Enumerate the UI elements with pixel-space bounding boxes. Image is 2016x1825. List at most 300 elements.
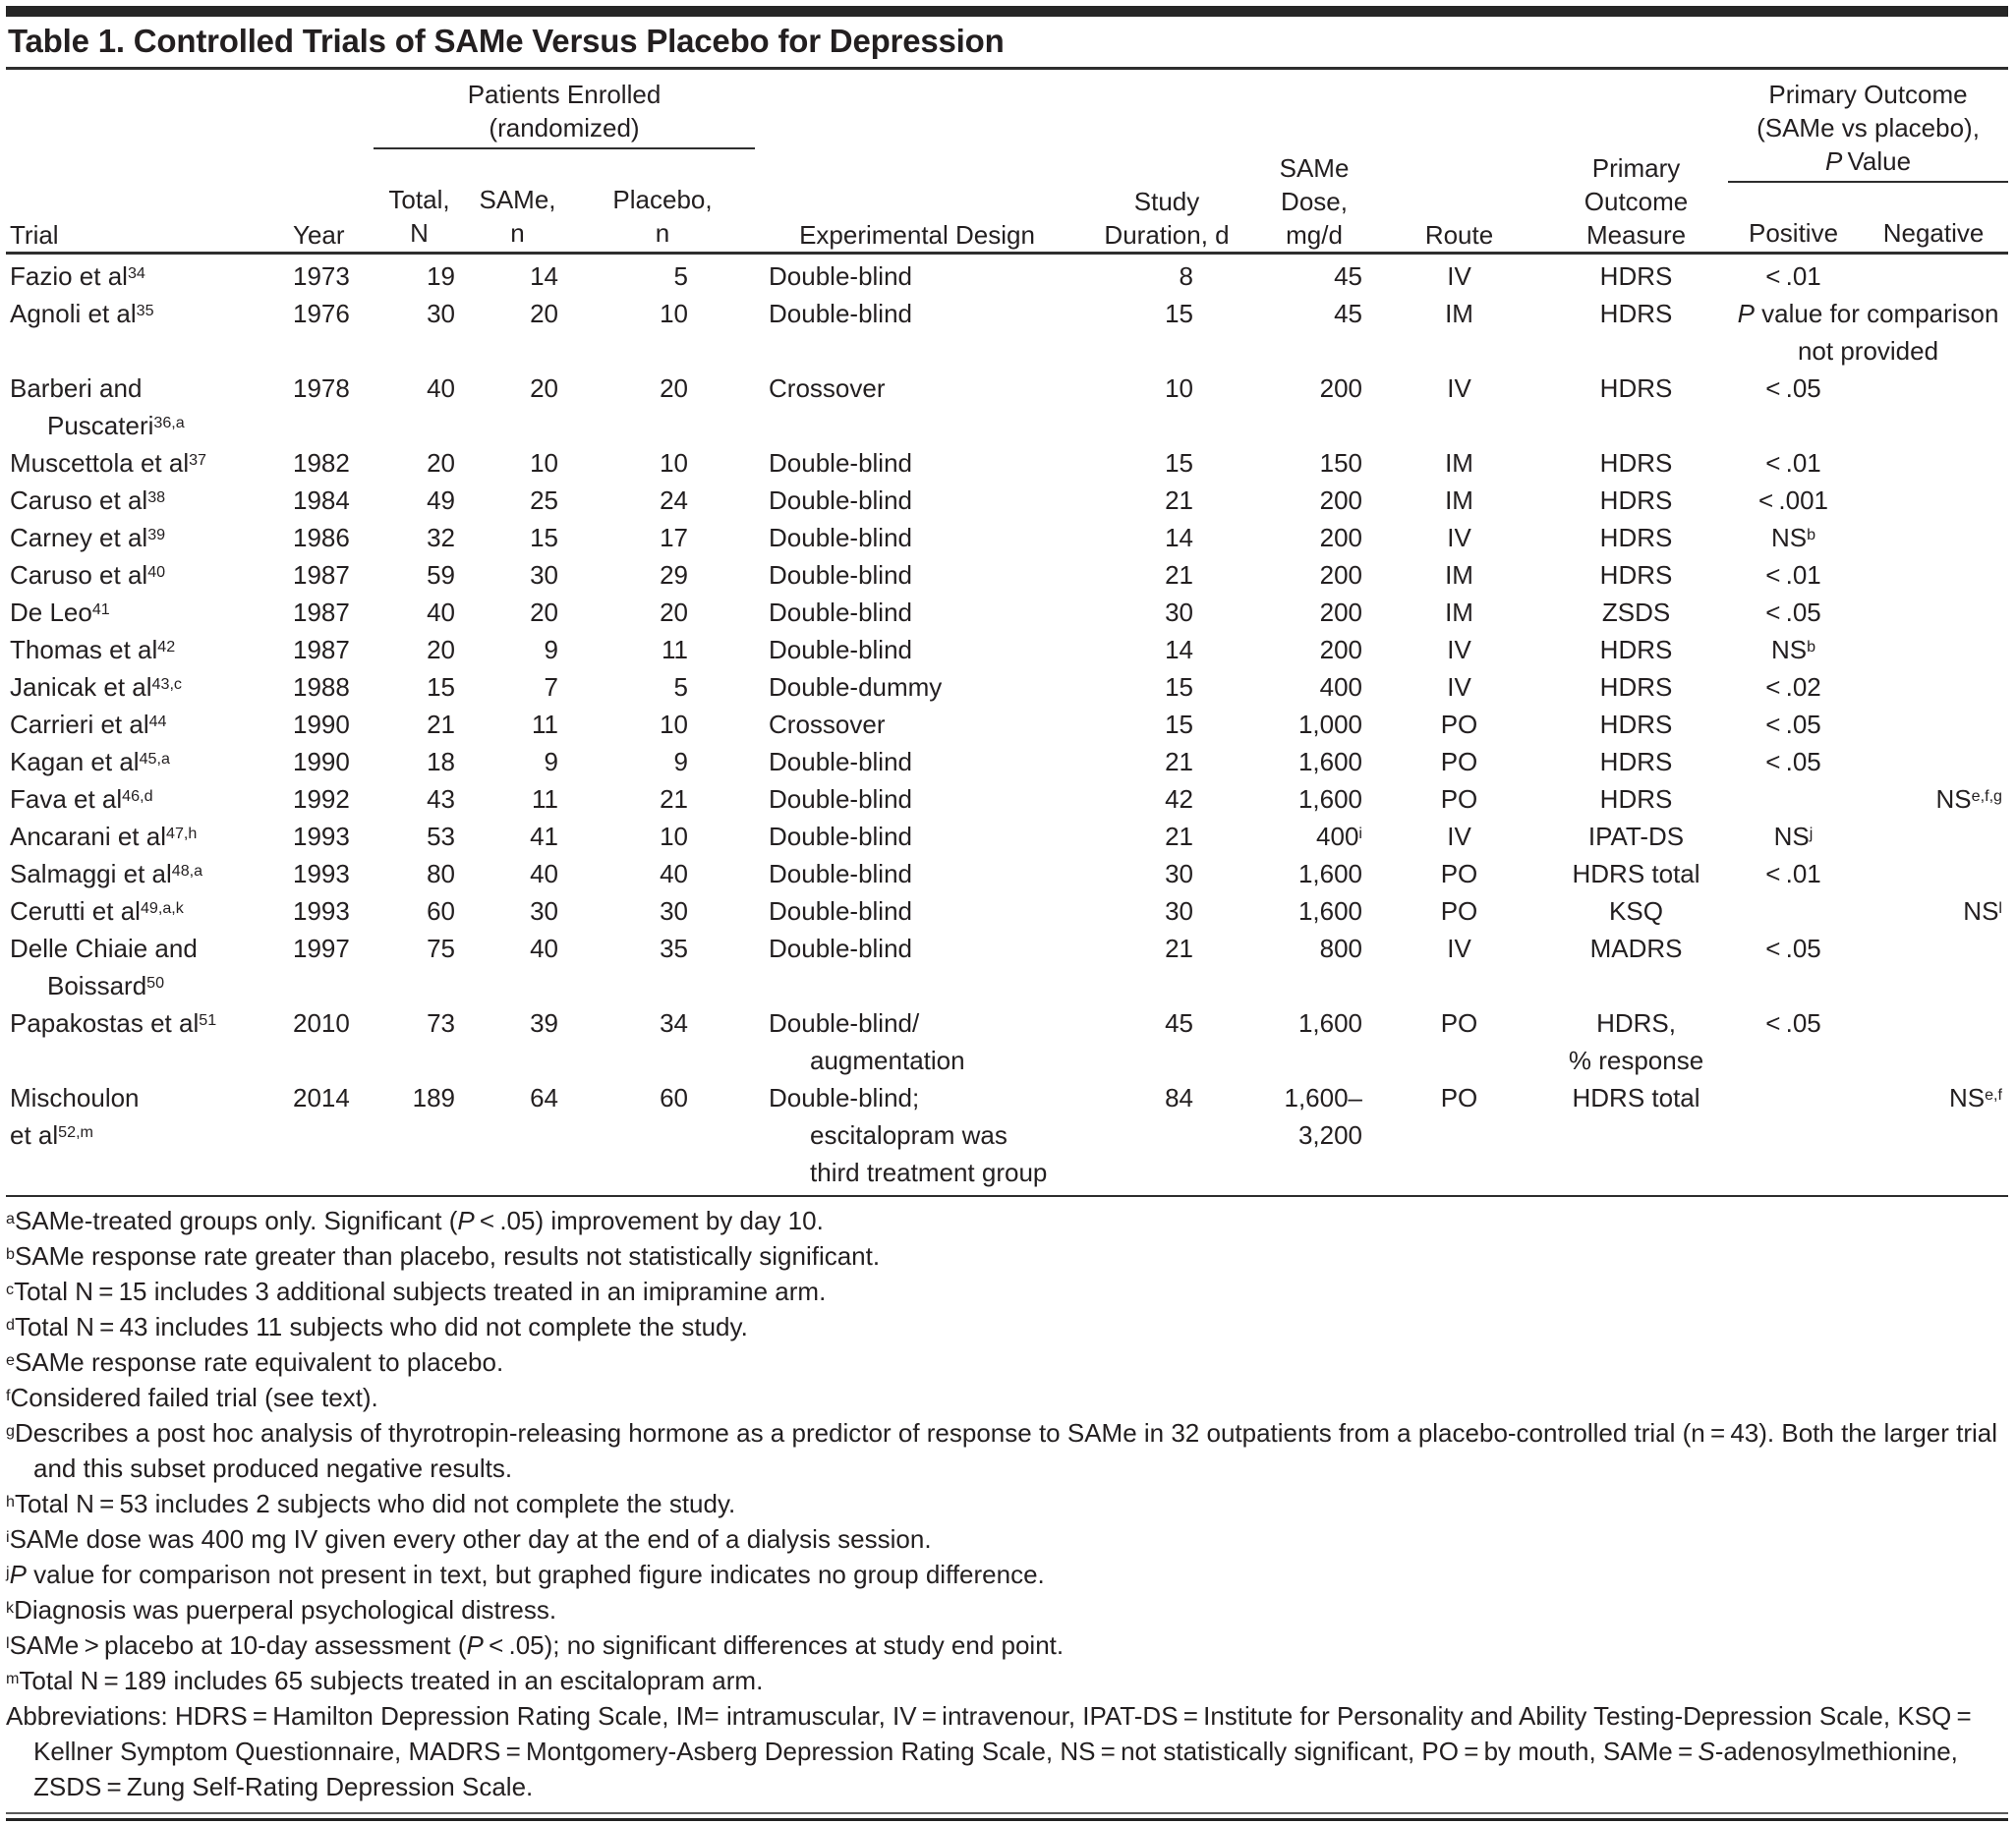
header-line: n	[655, 218, 670, 248]
route-cell: PO	[1440, 1008, 1478, 1038]
total-n-cell: 40	[427, 373, 455, 403]
col-header-placebo-n	[570, 183, 755, 254]
table-row	[6, 444, 2008, 482]
positive-pvalue-cell: < .001	[1758, 485, 1829, 515]
design-cell	[755, 631, 1079, 668]
measure-cell	[1544, 892, 1728, 930]
cell-line: De Leo$^{41}$	[10, 598, 110, 627]
negative-pvalue-cell	[1859, 556, 2008, 594]
duration-cell: 21	[1165, 485, 1194, 515]
design-cell	[755, 254, 1079, 296]
negative-pvalue-cell: NS$^{e,f,g}$	[1935, 784, 2003, 814]
measure-cell	[1544, 482, 1728, 519]
table-row	[6, 594, 2008, 631]
measure-cell	[1544, 1004, 1728, 1079]
negative-pvalue-cell	[1859, 855, 2008, 892]
cell-line: P value for comparison	[1737, 299, 1999, 328]
col-header-same-dose	[1254, 72, 1374, 254]
footnote-marker: g	[6, 1422, 15, 1441]
table-row	[6, 482, 2008, 519]
cell-line: 200	[1319, 560, 1363, 590]
duration-cell: 15	[1165, 710, 1194, 739]
route-cell: IM	[1445, 485, 1473, 515]
route-cell: IM	[1445, 560, 1473, 590]
duration-cell: 45	[1165, 1008, 1194, 1038]
route-cell: PO	[1440, 747, 1478, 776]
footnote-marker: b	[6, 1245, 15, 1264]
same-n-cell: 20	[530, 299, 558, 328]
design-cell	[755, 444, 1079, 482]
same-n-cell: 30	[530, 896, 558, 926]
cell-line: HDRS	[1599, 448, 1673, 478]
footnote-marker: a	[6, 1210, 15, 1228]
cell-line: HDRS	[1599, 523, 1673, 552]
total-n-cell: 43	[427, 784, 455, 814]
cell-line: 400	[1319, 672, 1363, 702]
group-header-patients-enrolled	[374, 72, 755, 183]
design-cell	[755, 930, 1079, 1004]
negative-pvalue-cell	[1859, 482, 2008, 519]
same-n-cell: 64	[530, 1083, 558, 1112]
year-cell: 1978	[293, 373, 350, 403]
footnote-k: $^k$Diagnosis was puerperal psychological distress.	[6, 1595, 557, 1625]
total-n-cell: 32	[427, 523, 455, 552]
col-header-year: Year	[293, 220, 345, 250]
cell-line: IPAT-DS	[1587, 822, 1685, 851]
cell-line: augmentation	[810, 1046, 965, 1075]
cell-line: 200	[1319, 635, 1363, 664]
cell-line: Ancarani et al$^{47,h}$	[10, 822, 198, 851]
route-cell: IM	[1445, 299, 1473, 328]
year-cell: 1993	[293, 859, 350, 888]
cell-line: Double-blind	[769, 896, 912, 926]
dose-cell	[1254, 855, 1374, 892]
header-line: Outcome	[1584, 187, 1689, 216]
cell-line: Double-blind;	[769, 1083, 920, 1112]
cell-line: Janicak et al$^{43,c}$	[10, 672, 182, 702]
negative-pvalue-cell	[1859, 370, 2008, 444]
placebo-n-cell: 29	[660, 560, 689, 590]
positive-pvalue-cell	[1728, 1079, 1859, 1196]
dose-cell	[1254, 892, 1374, 930]
duration-cell: 14	[1165, 523, 1194, 552]
positive-pvalue-cell: < .01	[1765, 448, 1821, 478]
positive-pvalue-cell: $NS^b$	[1770, 635, 1816, 664]
cell-line: Salmaggi et al$^{48,a}$	[10, 859, 203, 888]
header-line: Total,	[388, 185, 450, 214]
year-cell: 1982	[293, 448, 350, 478]
total-n-cell: 75	[427, 934, 455, 963]
cell-line: Double-blind	[769, 598, 912, 627]
dose-cell	[1254, 519, 1374, 556]
placebo-n-cell: 40	[660, 859, 689, 888]
duration-cell: 30	[1165, 896, 1194, 926]
cell-line: Kagan et al$^{45,a}$	[10, 747, 170, 776]
design-cell	[755, 1004, 1079, 1079]
trial-cell	[6, 706, 293, 743]
trial-cell	[6, 295, 293, 370]
cell-line: ZSDS	[1601, 598, 1671, 627]
route-cell: PO	[1440, 710, 1478, 739]
positive-pvalue-cell: < .05	[1765, 598, 1821, 627]
table-row	[6, 1004, 2008, 1079]
cell-line: Crossover	[769, 373, 886, 403]
route-cell: PO	[1440, 784, 1478, 814]
trial-cell	[6, 444, 293, 482]
same-n-cell: 15	[530, 523, 558, 552]
year-cell: 2014	[293, 1083, 350, 1112]
dose-cell	[1254, 370, 1374, 444]
same-n-cell: 11	[532, 710, 558, 739]
placebo-n-cell: 10	[660, 710, 689, 739]
cell-line: 1,600	[1297, 784, 1363, 814]
footnote-marker: e	[6, 1351, 15, 1370]
trial-cell	[6, 780, 293, 818]
year-cell: 1987	[293, 598, 350, 627]
table-row	[6, 743, 2008, 780]
negative-pvalue-cell	[1859, 519, 2008, 556]
cell-line: HDRS	[1599, 560, 1673, 590]
trial-cell	[6, 254, 293, 296]
dose-cell	[1254, 444, 1374, 482]
cell-line: HDRS total	[1572, 1083, 1700, 1112]
trial-cell	[6, 482, 293, 519]
cell-line: 1,600	[1297, 896, 1363, 926]
year-cell: 1990	[293, 747, 350, 776]
route-cell: IV	[1447, 373, 1471, 403]
negative-pvalue-cell: $NS^l$	[1963, 896, 2003, 926]
positive-pvalue-cell	[1728, 892, 1859, 930]
abbreviations: Abbreviations: HDRS = Hamilton Depression Rating Scale, IM= intramuscular, IV = intravenour, IPAT-DS = Institute for Personality and Ability Testing-Depression Scale, KSQ = Kellner Symptom Questionnaire, MADRS = Montgomery-Asberg Depression Rating Scale, NS = not statistically significant, PO = by mouth, SAMe = S-adenosylmethionine, ZSDS = Zung Self-Rating Depression Scale.	[6, 1701, 1977, 1801]
design-cell	[755, 556, 1079, 594]
header-line: Dose,	[1281, 187, 1348, 216]
route-cell: IM	[1445, 448, 1473, 478]
cell-line: HDRS	[1599, 784, 1673, 814]
duration-cell: 21	[1165, 560, 1194, 590]
positive-pvalue-cell: < .02	[1765, 672, 1821, 702]
cell-line: Boissard$^{50}$	[47, 971, 165, 1000]
cell-line: Double-blind	[769, 523, 912, 552]
table-row	[6, 892, 2008, 930]
footnote-e: $^e$SAMe response rate equivalent to placebo.	[6, 1347, 504, 1377]
design-cell	[755, 855, 1079, 892]
cell-line: Double-blind	[769, 859, 912, 888]
route-cell: PO	[1440, 896, 1478, 926]
year-cell: 1987	[293, 560, 350, 590]
total-n-cell: 49	[427, 485, 455, 515]
duration-cell: 42	[1165, 784, 1194, 814]
dose-cell	[1254, 930, 1374, 1004]
positive-pvalue-cell: < .05	[1765, 1008, 1821, 1038]
placebo-n-cell: 30	[660, 896, 689, 926]
header-line: SAMe	[1279, 153, 1350, 183]
year-cell: 1993	[293, 896, 350, 926]
placebo-n-cell: 9	[673, 747, 689, 776]
cell-line: HDRS	[1599, 485, 1673, 515]
table-row	[6, 556, 2008, 594]
negative-pvalue-cell	[1859, 594, 2008, 631]
group-header-patients-text	[374, 72, 755, 149]
table-header	[6, 72, 2008, 254]
measure-cell	[1544, 594, 1728, 631]
trial-cell	[6, 370, 293, 444]
total-n-cell: 15	[427, 672, 455, 702]
trial-cell	[6, 892, 293, 930]
same-n-cell: 39	[530, 1008, 558, 1038]
design-cell	[755, 519, 1079, 556]
cell-line: Double-blind	[769, 560, 912, 590]
dose-cell	[1254, 631, 1374, 668]
cell-line: Mischoulon	[10, 1083, 140, 1112]
route-cell: IV	[1447, 934, 1471, 963]
trial-cell	[6, 818, 293, 855]
cell-line: Carney et $al^{39}$	[10, 523, 166, 552]
design-cell	[755, 668, 1079, 706]
table-body	[6, 254, 2008, 1197]
dose-cell	[1254, 743, 1374, 780]
table-row	[6, 668, 2008, 706]
col-header-trial: Trial	[10, 220, 59, 250]
footnotes	[6, 1203, 2008, 1698]
cell-line: Double-blind	[769, 747, 912, 776]
trial-cell	[6, 1004, 293, 1079]
table-row	[6, 780, 2008, 818]
cell-line: 150	[1319, 448, 1363, 478]
positive-pvalue-cell: < .05	[1765, 934, 1821, 963]
total-n-cell: 80	[427, 859, 455, 888]
cell-line: Double-blind	[769, 448, 912, 478]
measure-cell	[1544, 818, 1728, 855]
positive-pvalue-cell: < .01	[1765, 261, 1821, 291]
negative-pvalue-cell	[1859, 668, 2008, 706]
cell-line: Puscateri$^{36,a}$	[47, 411, 185, 440]
measure-cell	[1544, 743, 1728, 780]
trial-cell	[6, 594, 293, 631]
total-n-cell: 189	[412, 1083, 455, 1112]
cell-line: HDRS total	[1572, 859, 1700, 888]
footnote-j: $^j$P value for comparison not present in text, but graphed figure indicates no group difference.	[6, 1560, 1045, 1589]
header-line: Study	[1133, 187, 1200, 216]
trial-cell	[6, 631, 293, 668]
table-title: Table 1. Controlled Trials of SAMe Versus Placebo for Depression	[8, 23, 1005, 59]
placebo-n-cell: 20	[660, 373, 689, 403]
dose-cell	[1254, 780, 1374, 818]
negative-pvalue-cell	[1859, 930, 2008, 1004]
placebo-n-cell: 17	[660, 523, 689, 552]
col-header-study-duration	[1079, 72, 1254, 254]
placebo-n-cell: 10	[660, 299, 689, 328]
footnote-marker: h	[6, 1493, 15, 1511]
positive-pvalue-cell: < .05	[1765, 710, 1821, 739]
dose-cell	[1254, 594, 1374, 631]
dose-cell	[1254, 818, 1374, 855]
dose-cell	[1254, 482, 1374, 519]
route-cell: IV	[1447, 261, 1471, 291]
total-n-cell: 21	[427, 710, 455, 739]
footnote-m: $^m$Total N = 189 includes 65 subjects treated in an escitalopram arm.	[6, 1666, 764, 1695]
trial-cell	[6, 519, 293, 556]
cell-line: % response	[1568, 1046, 1704, 1075]
design-cell	[755, 706, 1079, 743]
duration-cell: 8	[1179, 261, 1194, 291]
cell-line: 3,200	[1297, 1120, 1363, 1150]
cell-line: KSQ	[1609, 896, 1663, 926]
measure-cell	[1544, 930, 1728, 1004]
duration-cell: 15	[1165, 448, 1194, 478]
measure-cell	[1544, 370, 1728, 444]
cell-line: Delle Chiaie and	[10, 934, 198, 963]
dose-cell	[1254, 1079, 1374, 1196]
cell-line: Double-blind	[769, 299, 912, 328]
positive-pvalue-cell	[1728, 780, 1859, 818]
measure-cell	[1544, 631, 1728, 668]
cell-line: HDRS	[1599, 299, 1673, 328]
route-cell: PO	[1440, 1083, 1478, 1112]
same-n-cell: 25	[530, 485, 558, 515]
bottom-rule	[6, 1812, 2008, 1821]
negative-pvalue-cell	[1859, 818, 2008, 855]
year-cell: 1992	[293, 784, 350, 814]
trial-cell	[6, 855, 293, 892]
same-n-cell: 20	[530, 373, 558, 403]
header-line: Measure	[1585, 220, 1687, 250]
header-line: (SAMe vs placebo),	[1757, 113, 1980, 143]
cell-line: MADRS	[1589, 934, 1683, 963]
cell-line: Crossover	[769, 710, 886, 739]
total-n-cell: 18	[427, 747, 455, 776]
positive-pvalue-cell: $NS^b$	[1770, 523, 1816, 552]
route-cell: PO	[1440, 859, 1478, 888]
footnote-marker: j	[6, 1564, 10, 1582]
total-n-cell: 53	[427, 822, 455, 851]
design-cell	[755, 780, 1079, 818]
col-header-same-n	[465, 183, 570, 254]
title-rule	[6, 67, 2008, 70]
year-cell: 1997	[293, 934, 350, 963]
cell-line: HDRS	[1599, 747, 1673, 776]
year-cell: 1988	[293, 672, 350, 702]
placebo-n-cell: 5	[673, 261, 689, 291]
cell-line: not provided	[1797, 336, 1939, 366]
placebo-n-cell: 24	[660, 485, 689, 515]
cell-line: HDRS	[1599, 672, 1673, 702]
footnote-a: $^a$SAMe-treated groups only. Significant (P < .05) improvement by day 10.	[6, 1206, 824, 1235]
cell-line: escitalopram was	[810, 1120, 1008, 1150]
placebo-n-cell: 20	[660, 598, 689, 627]
positive-pvalue-cell: < .01	[1765, 859, 1821, 888]
duration-cell: 21	[1165, 747, 1194, 776]
cell-line: 45	[1334, 261, 1363, 291]
total-n-cell: 73	[427, 1008, 455, 1038]
trial-cell	[6, 668, 293, 706]
placebo-n-cell: 11	[662, 635, 689, 664]
footnote-marker: m	[6, 1670, 20, 1688]
cell-line: Muscettola et $al^{37}$	[10, 448, 207, 478]
route-cell: IV	[1447, 523, 1471, 552]
negative-pvalue-cell	[1859, 444, 2008, 482]
total-n-cell: 30	[427, 299, 455, 328]
positive-pvalue-cell: $NS^j$	[1773, 822, 1814, 851]
table-row	[6, 706, 2008, 743]
table-row	[6, 1079, 2008, 1196]
route-cell: IV	[1447, 822, 1471, 851]
duration-cell: 21	[1165, 822, 1194, 851]
trials-table	[6, 72, 2008, 1197]
col-header-positive: Positive	[1748, 218, 1839, 248]
header-line: (randomized)	[489, 113, 640, 143]
placebo-n-cell: 60	[660, 1083, 689, 1112]
route-cell: IV	[1447, 672, 1471, 702]
duration-cell: 30	[1165, 598, 1194, 627]
footnote-marker: k	[6, 1599, 15, 1618]
group-header-pvalue-text	[1728, 72, 2008, 183]
duration-cell: 10	[1165, 373, 1194, 403]
cell-line: Double-blind	[769, 934, 912, 963]
table-row	[6, 631, 2008, 668]
measure-cell	[1544, 706, 1728, 743]
dose-cell	[1254, 254, 1374, 296]
cell-line: Agnoli et $al^{35}$	[10, 299, 154, 328]
footnote-l: $^l$SAMe > placebo at 10-day assessment (P < .05); no significant differences at study end point.	[6, 1630, 1065, 1660]
cell-line: 800	[1319, 934, 1363, 963]
measure-cell	[1544, 519, 1728, 556]
cell-line: 1,600	[1297, 859, 1363, 888]
design-cell	[755, 370, 1079, 444]
cell-line: 1,600–	[1284, 1083, 1363, 1112]
negative-pvalue-cell	[1859, 706, 2008, 743]
cell-line: 45	[1334, 299, 1363, 328]
table-row	[6, 519, 2008, 556]
footnote-d: $^d$Total N = 43 includes 11 subjects who did not complete the study.	[6, 1312, 748, 1341]
year-cell: 1993	[293, 822, 350, 851]
positive-pvalue-cell: < .05	[1765, 373, 1821, 403]
same-n-cell: 40	[530, 934, 558, 963]
positive-pvalue-cell: < .01	[1765, 560, 1821, 590]
header-line: SAMe,	[479, 185, 556, 214]
same-n-cell: 10	[530, 448, 558, 478]
year-cell: 2010	[293, 1008, 350, 1038]
negative-pvalue-cell	[1859, 631, 2008, 668]
dose-cell	[1254, 668, 1374, 706]
footnote-h: $^h$Total N = 53 includes 2 subjects who did not complete the study.	[6, 1489, 736, 1518]
measure-cell	[1544, 556, 1728, 594]
placebo-n-cell: 5	[673, 672, 689, 702]
cell-line: 200	[1319, 373, 1363, 403]
total-n-cell: 20	[427, 448, 455, 478]
duration-cell: 84	[1165, 1083, 1194, 1112]
design-cell	[755, 295, 1079, 370]
measure-cell	[1544, 444, 1728, 482]
header-line: P Value	[1824, 146, 1912, 176]
cell-line: Double-blind	[769, 822, 912, 851]
same-n-cell: 7	[544, 672, 558, 702]
same-n-cell: 41	[530, 822, 558, 851]
measure-cell	[1544, 780, 1728, 818]
duration-cell: 21	[1165, 934, 1194, 963]
cell-line: HDRS	[1599, 635, 1673, 664]
cell-line: Double-blind	[769, 784, 912, 814]
cell-line: Thomas et $al^{42}$	[10, 635, 176, 664]
col-header-negative: Negative	[1882, 218, 1985, 248]
table-row	[6, 930, 2008, 1004]
col-header-primary-outcome-measure	[1544, 72, 1728, 254]
top-bar	[6, 6, 2008, 17]
table-row	[6, 818, 2008, 855]
cell-line: 400$^i$	[1316, 822, 1363, 851]
footnote-f: $^f$Considered failed trial (see text).	[6, 1383, 378, 1412]
cell-line: et al$^{52,m}$	[10, 1120, 93, 1150]
header-line: N	[410, 218, 429, 248]
